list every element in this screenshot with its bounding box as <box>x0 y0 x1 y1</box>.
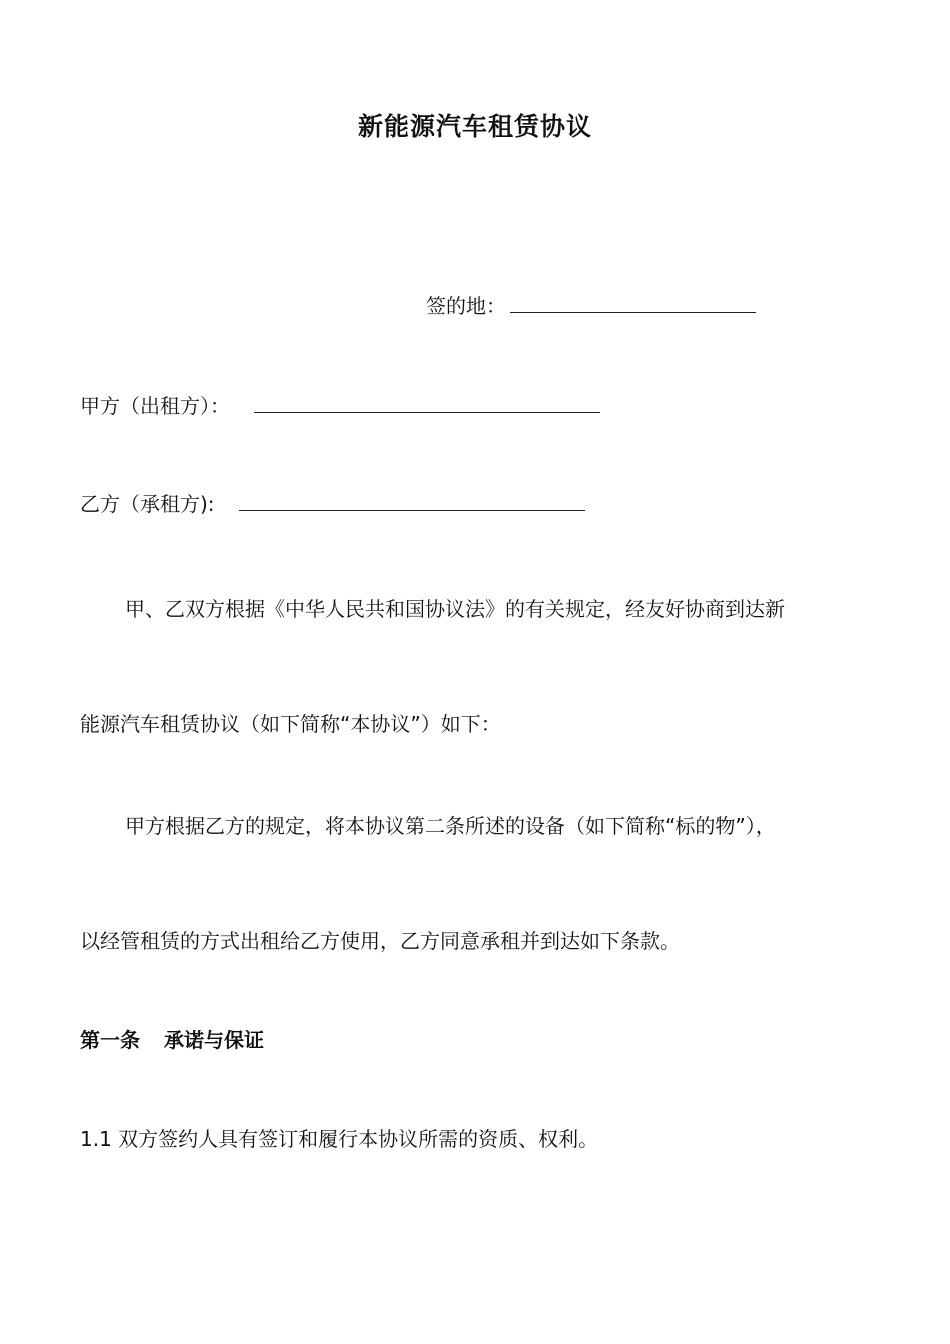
document-title: 新能源汽车租赁协议 <box>357 112 592 141</box>
clause-1-1: 1.1 双方签约人具有签订和履行本协议所需的资质、权利。 <box>80 1127 599 1151</box>
article-1-title: 承诺与保证 <box>164 1028 264 1052</box>
paragraph-1-line-1: 甲、乙双方根据《中华人民共和国协议法》的有关规定，经友好协商到达新 <box>125 597 785 621</box>
party-b-blank[interactable] <box>239 490 585 511</box>
party-a-row <box>80 392 600 420</box>
article-1-heading <box>80 1026 264 1054</box>
party-a-label: 甲方（出租方）： <box>80 394 230 418</box>
party-a-blank[interactable] <box>254 392 600 413</box>
party-b-label: 乙方（承租方): <box>80 492 215 516</box>
signing-place-label: 签的地： <box>426 294 506 318</box>
signing-place-blank[interactable] <box>510 292 756 313</box>
paragraph-1-line-2: 能源汽车租赁协议（如下简称“本协议”）如下： <box>80 712 501 736</box>
paragraph-2-line-2: 以经管租赁的方式出租给乙方使用，乙方同意承租并到达如下条款。 <box>80 929 680 953</box>
party-b-row <box>80 490 585 518</box>
paragraph-2-line-1: 甲方根据乙方的规定，将本协议第二条所述的设备（如下简称“标的物”）， <box>125 814 776 838</box>
article-1-number: 第一条 <box>80 1028 140 1052</box>
signing-place-row <box>426 292 756 320</box>
